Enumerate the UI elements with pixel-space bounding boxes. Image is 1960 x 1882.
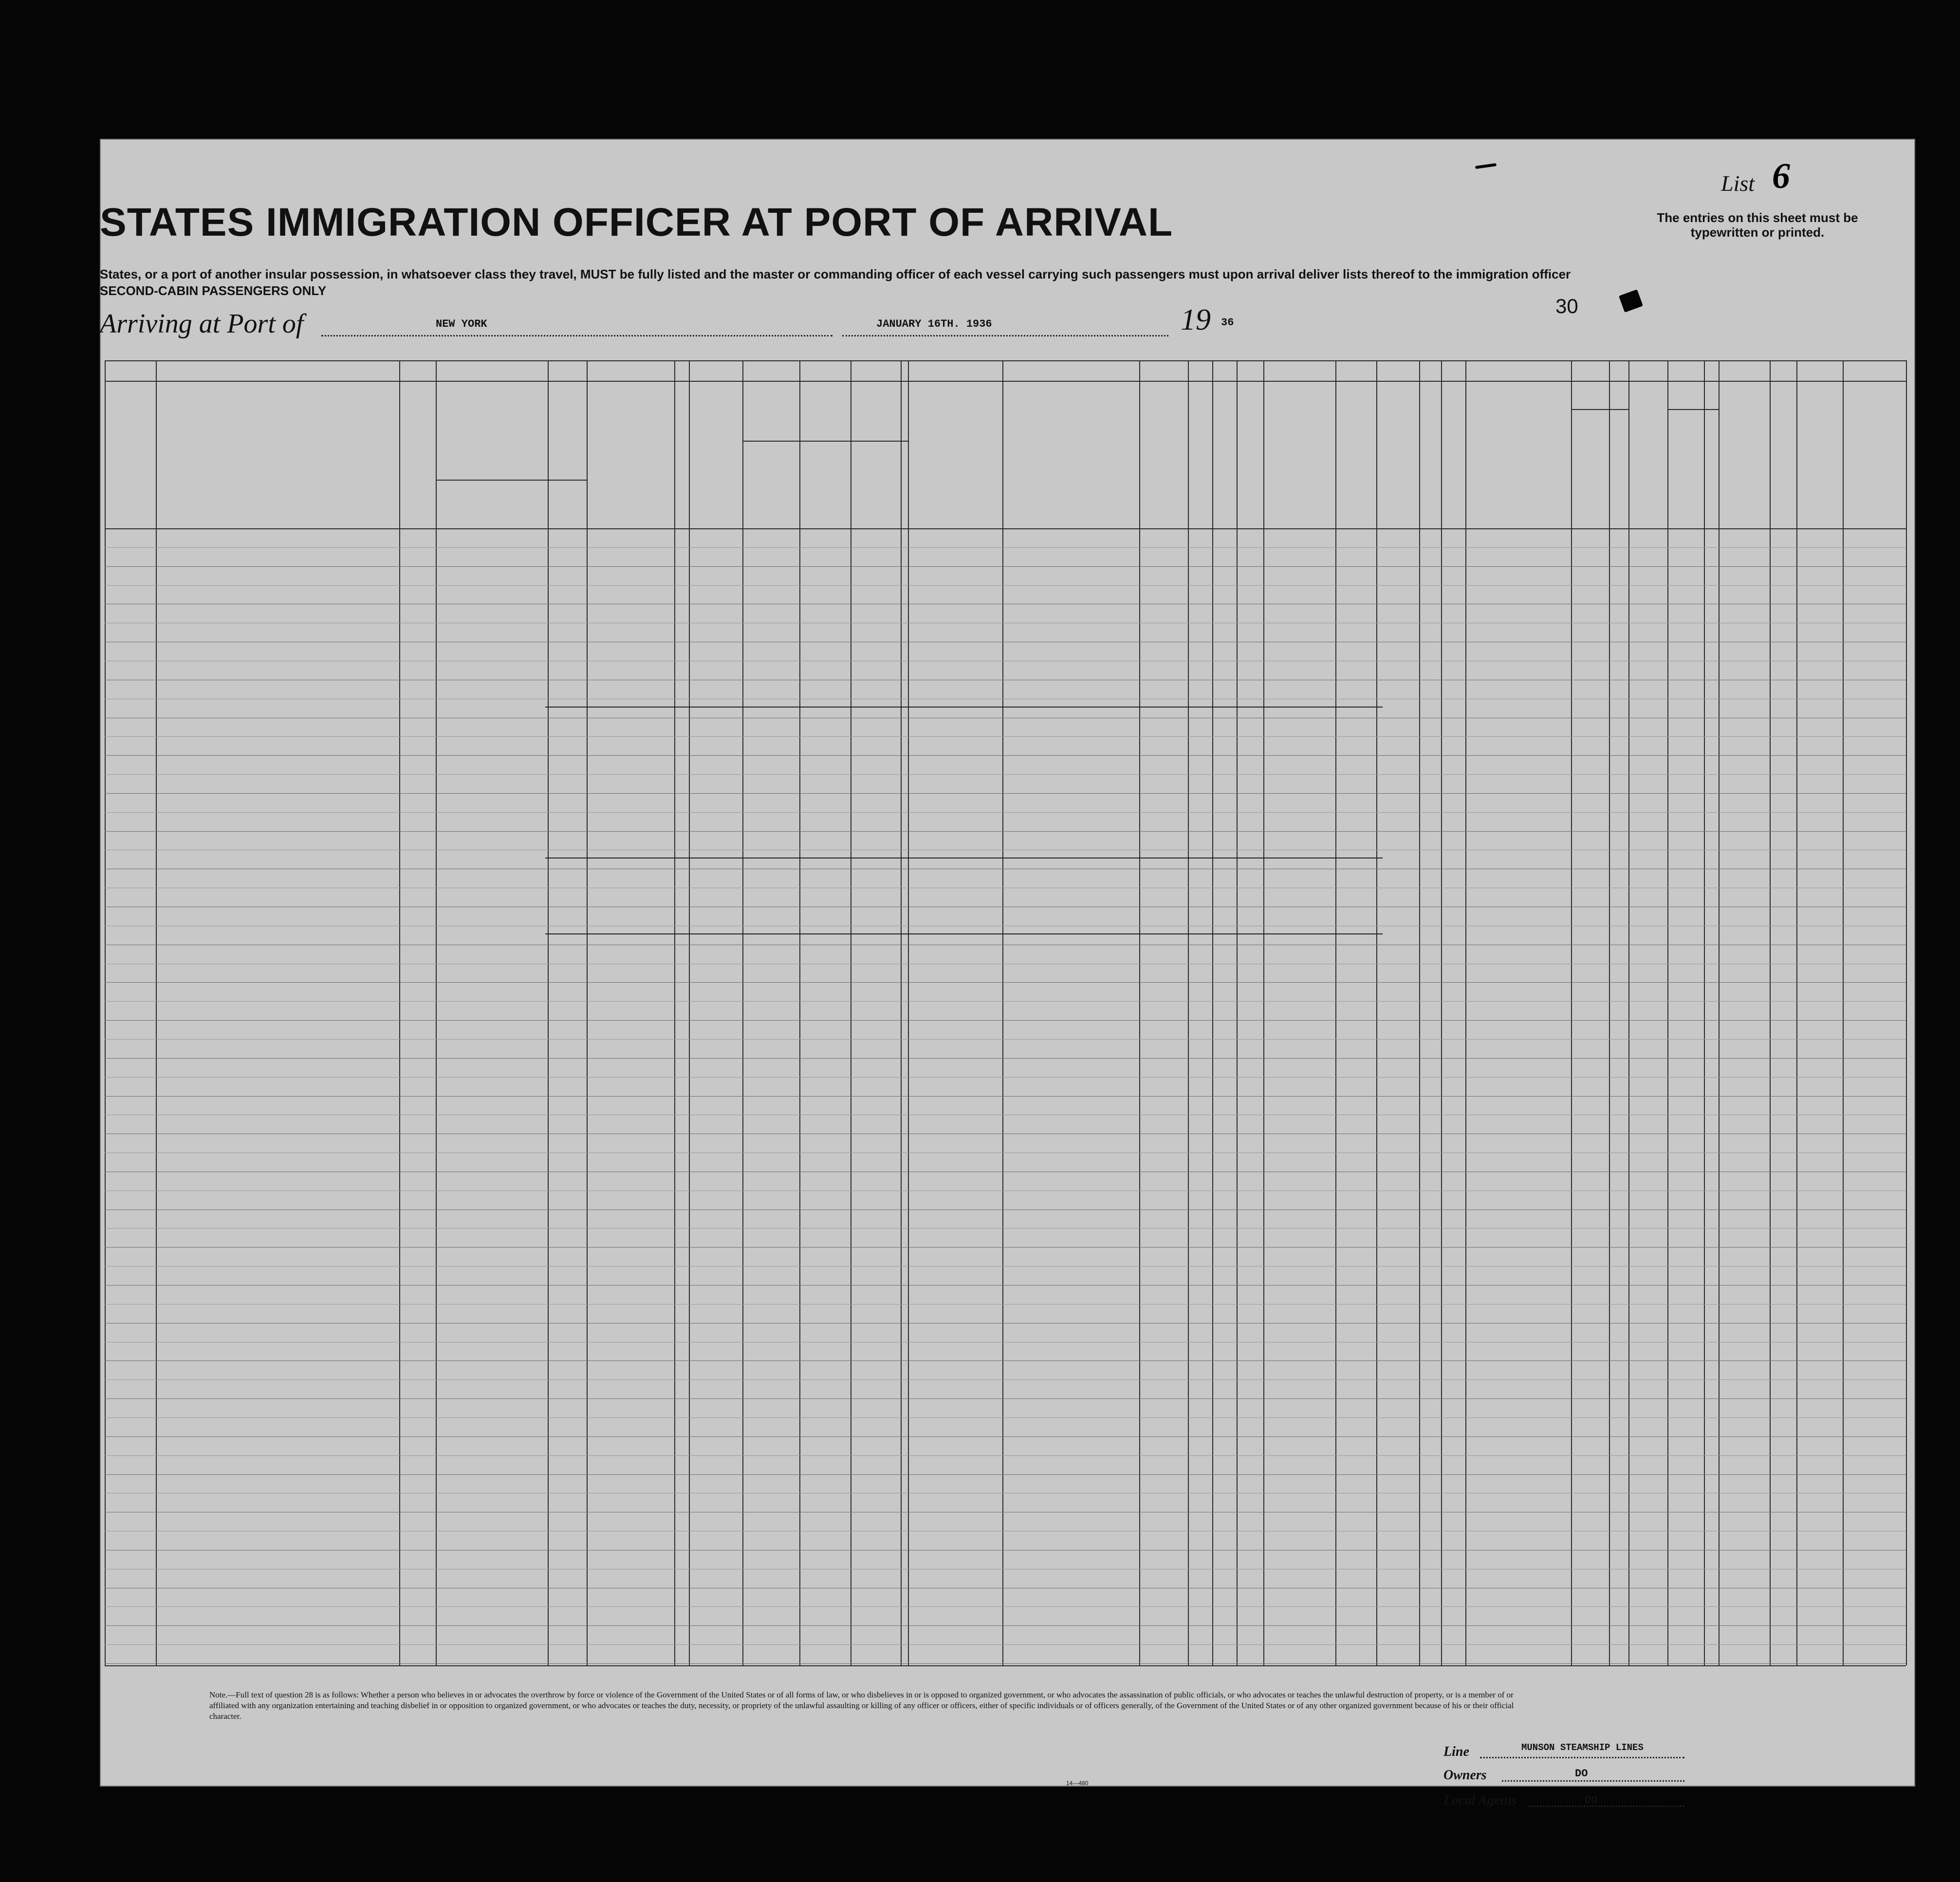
row-rule (105, 1436, 1906, 1437)
column-rule (1796, 360, 1797, 1665)
row-midrule (105, 547, 1906, 548)
column-rule (1667, 360, 1668, 1665)
instruction-text: States, or a port of another insular possession, in whatsoever class they travel, MUST be fully listed and the master or commanding officer of each vessel carrying such passengers must upon arrival deliver lists thereof to the immigration officer (100, 267, 1571, 281)
row-rule (105, 755, 1906, 756)
column-rule (105, 360, 106, 1665)
column-header-label (437, 438, 585, 467)
column-header-label (1265, 390, 1334, 526)
list-label: List (1721, 171, 1755, 196)
column-number (908, 364, 1139, 378)
column-number (1376, 364, 1419, 378)
header-subrule (436, 480, 587, 481)
column-header-label (157, 433, 398, 487)
column-header-label (1337, 390, 1375, 526)
row-rule (105, 1096, 1906, 1097)
row-midrule (105, 1644, 1906, 1645)
column-header-label (549, 492, 585, 503)
column-header-label (909, 433, 1138, 482)
binder-hole (44, 1634, 75, 1665)
column-header-label (1572, 390, 1627, 403)
binder-hole (44, 1534, 75, 1565)
column-header-label (1669, 465, 1702, 478)
row-midrule (105, 736, 1906, 737)
line-label: Line (1443, 1744, 1469, 1759)
column-rule (1376, 360, 1377, 1665)
column-rule (1628, 360, 1629, 1665)
row-midrule (105, 812, 1906, 813)
row-rule (105, 1474, 1906, 1475)
agents-value: DO (1585, 1794, 1598, 1807)
column-number (1719, 364, 1796, 378)
column-rule (674, 360, 675, 1665)
column-header-label (1421, 390, 1440, 526)
column-rule (1237, 360, 1238, 1665)
row-midrule (105, 1077, 1906, 1078)
row-midrule (105, 774, 1906, 775)
column-header-label (744, 395, 906, 429)
column-header-label (1669, 392, 1717, 406)
column-rule (1419, 360, 1420, 1665)
column-rule (587, 360, 588, 1665)
binder-hole (44, 1324, 75, 1356)
header-subrule (1667, 409, 1719, 410)
column-rule (908, 360, 909, 1665)
owners-label: Owners (1443, 1768, 1487, 1783)
column-header-label (744, 429, 906, 438)
column-rule (1770, 360, 1771, 1665)
column-rule (1906, 360, 1907, 1665)
column-number (1139, 364, 1237, 378)
column-header-label (1189, 414, 1211, 526)
row-midrule (105, 1266, 1906, 1267)
column-header-label (1442, 414, 1464, 467)
column-number (674, 364, 689, 378)
year-suffix: 36 (1221, 317, 1234, 329)
column-header-label (1467, 414, 1570, 482)
column-rule (1571, 360, 1572, 1665)
row-rule (105, 1398, 1906, 1399)
column-rule (689, 360, 690, 1665)
column-header-label (1238, 390, 1262, 526)
row-rule (105, 566, 1906, 567)
row-rule (105, 1625, 1906, 1626)
column-number (156, 364, 399, 378)
column-header-label (1720, 443, 1905, 472)
column-rule (1002, 360, 1003, 1665)
column-header-label (744, 472, 798, 502)
column-rule (901, 360, 902, 1665)
column-number (1419, 364, 1441, 378)
column-number (587, 364, 674, 378)
column-rule (1139, 360, 1140, 1665)
column-number (1571, 364, 1609, 378)
table-bottom-rule (105, 1665, 1906, 1666)
list-number: 6 (1772, 156, 1790, 196)
page-number: 30 (1555, 295, 1578, 317)
column-rule (1441, 360, 1442, 1665)
column-header-label (676, 453, 687, 516)
form-number: 14—480 (1066, 1780, 1089, 1787)
column-header-label (1214, 390, 1235, 526)
column-header-label (106, 433, 154, 477)
column-header-label (690, 390, 741, 526)
row-midrule (105, 1228, 1906, 1229)
row-rule (105, 793, 1906, 794)
column-header-label (1705, 465, 1717, 478)
row-rule (105, 1058, 1906, 1059)
section-rule (545, 707, 1383, 708)
column-header-label (1378, 390, 1418, 526)
column-number (1237, 364, 1263, 378)
column-number (1609, 364, 1628, 378)
port-value: NEW YORK (436, 318, 487, 330)
column-rule (156, 360, 157, 1665)
column-rule (1843, 360, 1844, 1665)
column-number (1465, 364, 1571, 378)
agents-label: Local Agents (1443, 1793, 1517, 1808)
row-rule (105, 1360, 1906, 1361)
section-rule (545, 933, 1383, 934)
column-rule (1335, 360, 1336, 1665)
header-subrule (742, 441, 908, 442)
column-number (1704, 364, 1719, 378)
column-rule (548, 360, 549, 1665)
row-midrule (105, 1001, 1906, 1002)
row-midrule (105, 585, 1906, 586)
agents-dotted (1529, 1806, 1684, 1807)
column-rule (799, 360, 800, 1665)
column-rule (1609, 360, 1610, 1665)
column-header-label (401, 414, 585, 425)
column-header-label (1141, 390, 1186, 409)
column-number (105, 364, 156, 378)
column-rule (742, 360, 743, 1665)
manifest-table (105, 360, 1906, 1685)
row-rule (105, 1285, 1906, 1286)
cabin-class-text: SECOND-CABIN PASSENGERS ONLY (100, 283, 327, 298)
binder-hole (44, 1225, 75, 1256)
row-rule (105, 982, 1906, 983)
row-midrule (105, 1606, 1906, 1607)
column-number (1441, 364, 1465, 378)
column-number (1263, 364, 1335, 378)
column-rule (1188, 360, 1189, 1665)
column-header-label (1610, 482, 1627, 511)
column-number (742, 364, 908, 378)
row-rule (105, 1663, 1906, 1664)
column-rule (1212, 360, 1213, 1665)
column-rule (1719, 360, 1720, 1665)
header-top-rule (105, 360, 1906, 361)
column-header-label (437, 492, 546, 503)
column-rule (1263, 360, 1264, 1665)
column-header-label (1572, 482, 1608, 511)
row-rule (105, 1247, 1906, 1248)
section-rule (545, 857, 1383, 858)
column-rule (1465, 360, 1466, 1665)
binder-hole (44, 424, 75, 455)
binder-hole (44, 521, 75, 552)
year-prefix: 19 (1181, 303, 1211, 336)
column-header-label (801, 443, 906, 455)
page-title: STATES IMMIGRATION OFFICER AT PORT OF ARRIVAL (100, 200, 1173, 244)
column-header-label (801, 472, 849, 506)
column-rule (399, 360, 400, 1665)
row-midrule (105, 1417, 1906, 1418)
column-header-label (676, 419, 687, 448)
header-bottom-rule (105, 528, 1906, 529)
column-number (399, 364, 587, 378)
binder-hole (44, 341, 75, 372)
column-header-label (588, 390, 673, 526)
question-28-note: Note.—Full text of question 28 is as follows: Whether a person who believes in or advocates the overthrow by force or violence of the Government of the United States or of all forms of law, or who disbelieves in or is opposed to organized government, or who advocates the assassination of public officials, or who advocates or teaches the unlawful destruction of property, or is a member of or affiliated with any organization entertaining and teaching disbelief in or opposition to organized government, or who advocates or teaches the duty, necessity, or propriety of the unlawful assaulting or killing of any officer or officers, either of specific individuals or of officers generally, of the Government of the United States or of any other organized government because of his or their official character. (209, 1690, 1514, 1721)
date-dotted-line (842, 335, 1168, 336)
row-midrule (105, 1379, 1906, 1380)
row-midrule (105, 1455, 1906, 1456)
column-number (1335, 364, 1376, 378)
line-dotted (1480, 1757, 1684, 1758)
date-value: JANUARY 16TH. 1936 (876, 318, 992, 330)
column-number (1796, 364, 1906, 378)
column-rule (1704, 360, 1705, 1665)
arriving-label: Arriving at Port of (100, 309, 304, 339)
owners-dotted (1502, 1780, 1684, 1782)
row-midrule (105, 1039, 1906, 1040)
column-header-label (1630, 438, 1666, 467)
column-header-label (852, 484, 899, 496)
header-subrule (1571, 409, 1628, 410)
binder-hole (44, 713, 75, 745)
column-header-label (401, 438, 434, 511)
entries-note: The entries on this sheet must be typewritten or printed. (1657, 210, 1858, 240)
column-number (1628, 364, 1704, 378)
line-value: MUNSON STEAMSHIP LINES (1521, 1742, 1644, 1753)
port-dotted-line (321, 335, 832, 336)
column-number (689, 364, 742, 378)
header-num-rule (105, 381, 1906, 382)
column-rule (436, 360, 437, 1665)
row-rule (105, 1020, 1906, 1021)
owners-value: DO (1575, 1768, 1588, 1780)
binder-hole (44, 813, 75, 844)
column-header-label (401, 399, 585, 413)
column-header-label (902, 467, 906, 511)
row-rule (105, 831, 1906, 832)
